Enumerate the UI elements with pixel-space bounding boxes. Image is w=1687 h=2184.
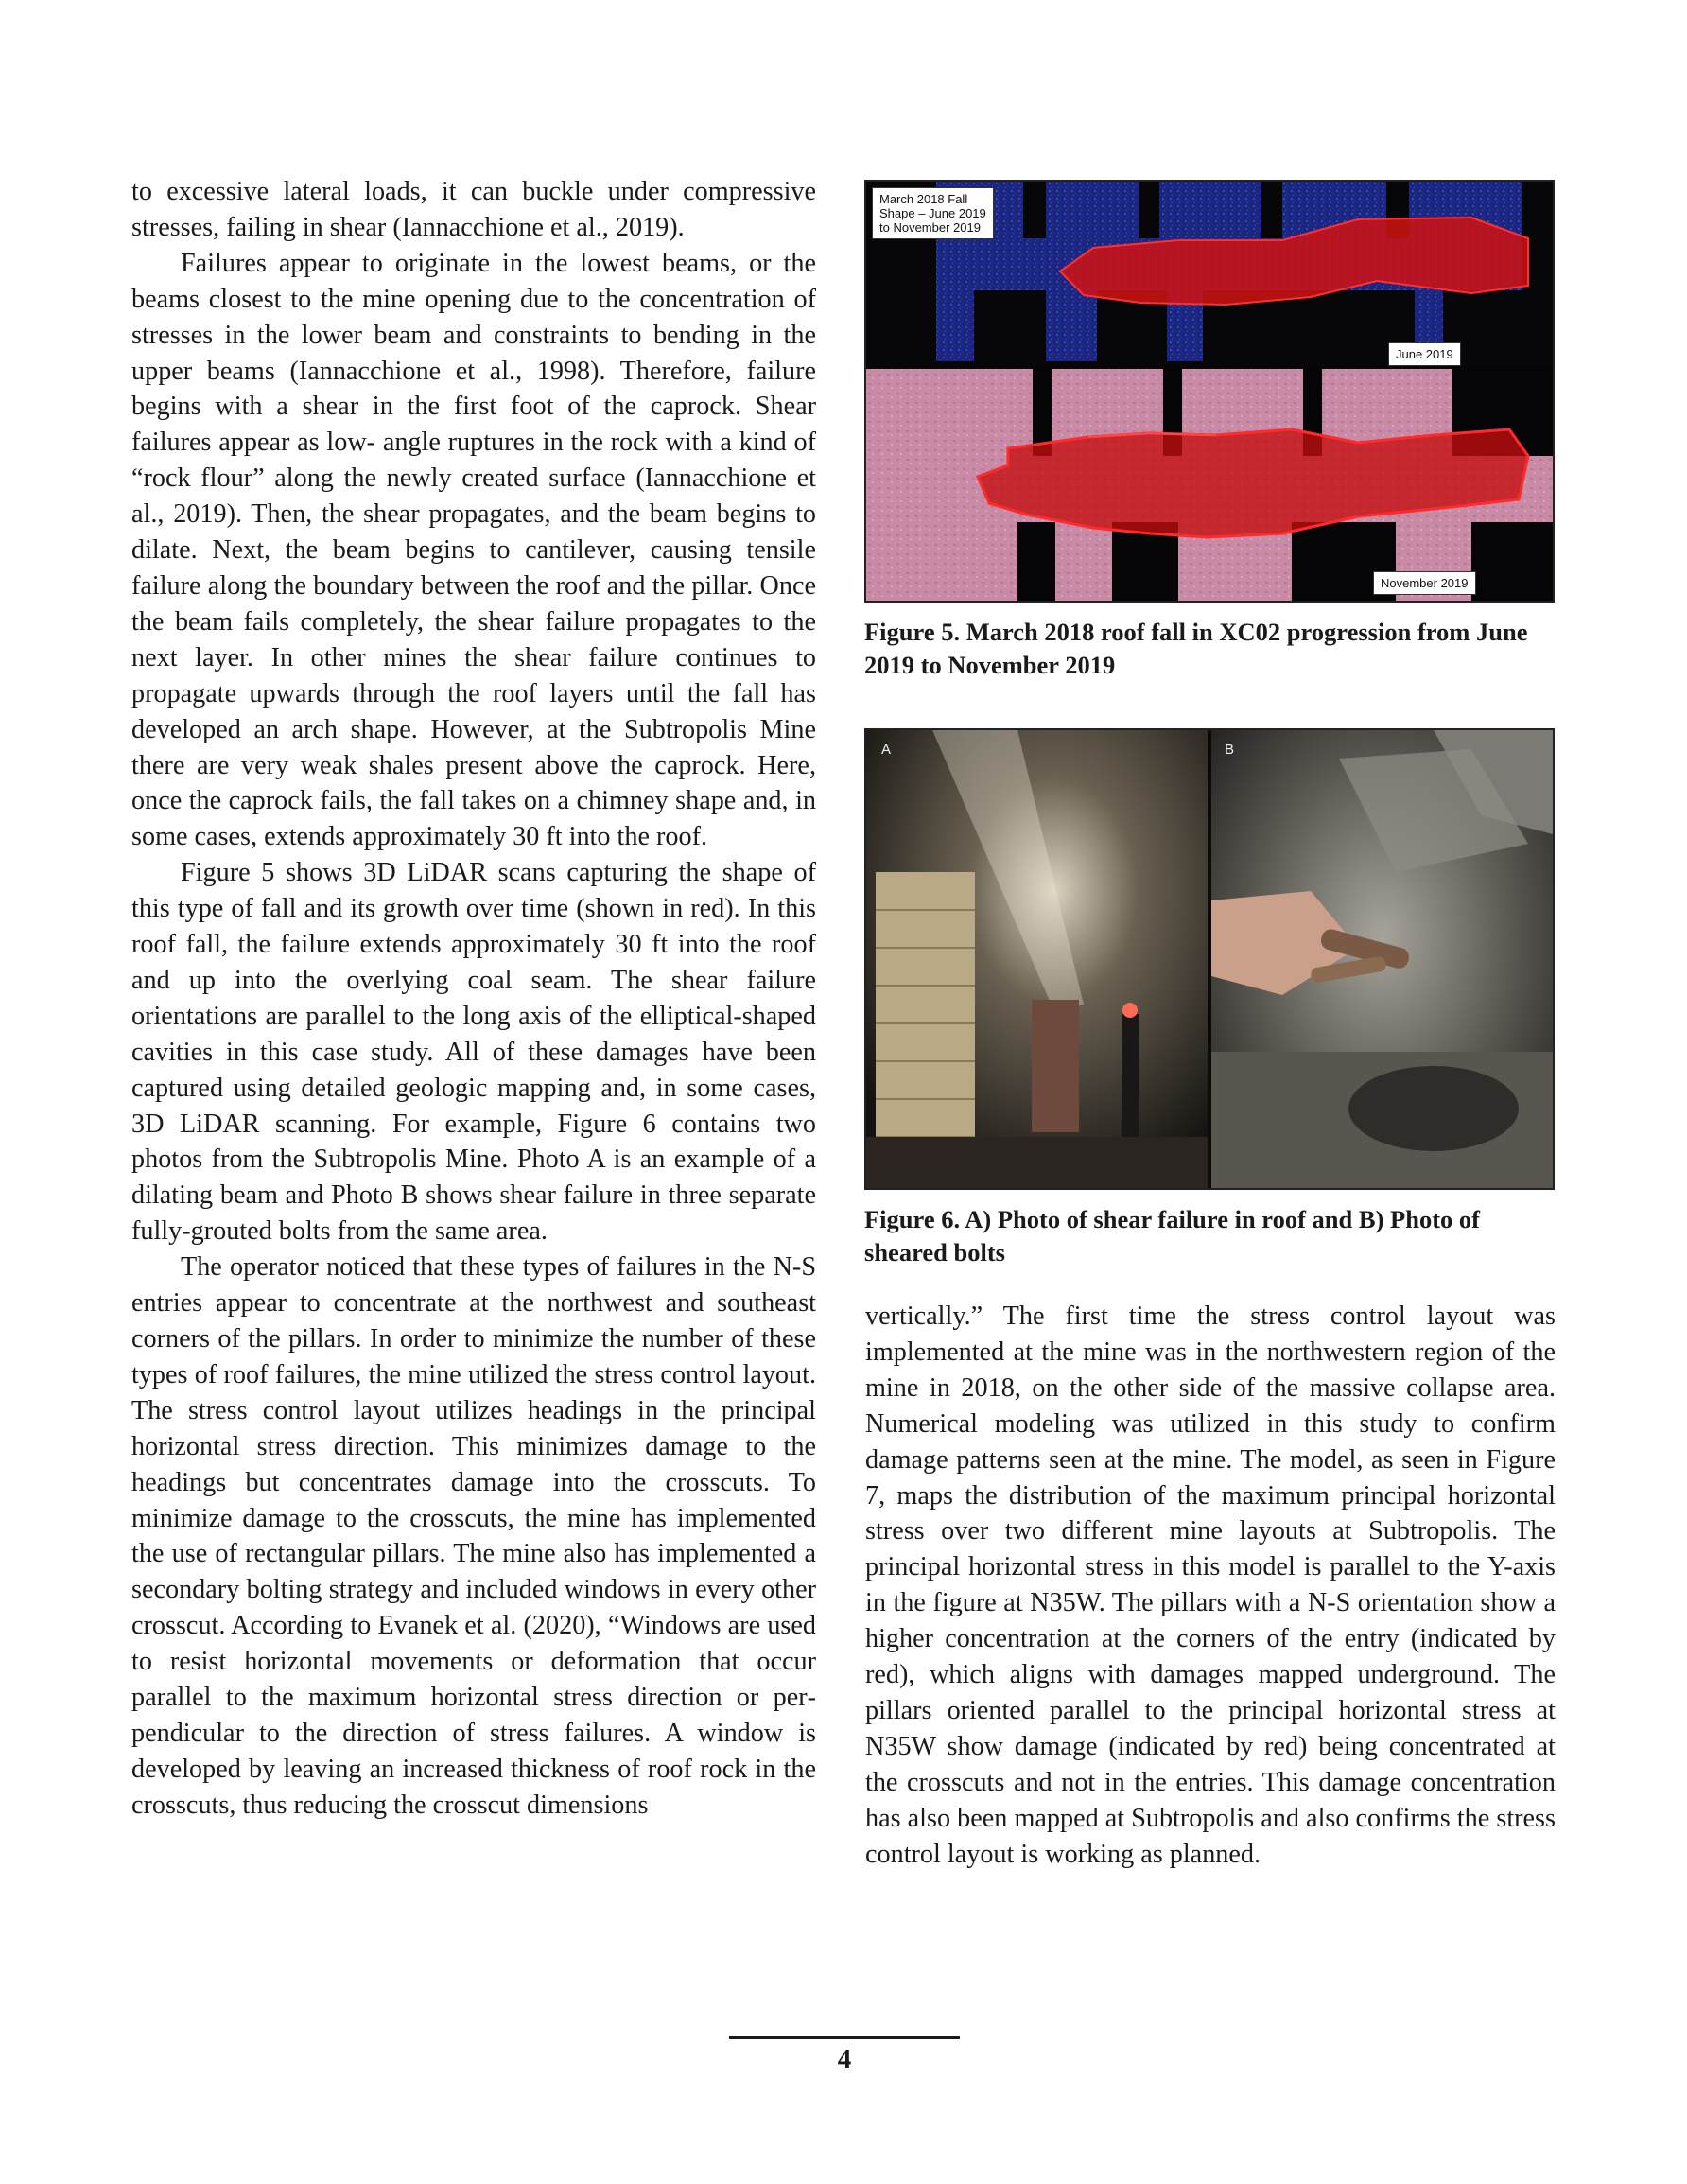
paragraph: Failures appear to originate in the lowest beams, or the beams closest to the mine opening due to the concentration of stresses in the lower beam and constraints to bending in the upper beams (Iannacchione et al., 1998). Therefore, failure begins with a shear in the first foot of the caprock. Shear failures appear as low- angle ruptures in the rock with a kind of “rock flour” along the newly created surface (Iannacchione et al., 2019). Then, the shear propagates, and the beam begins to dilate. Next, the beam begins to cantilever, causing tensile failure along the boundary between the roof and the pillar. Once the beam fails completely, the shear failure propagates to the next layer. In other mines the shear failure continues to propagate upwards through the roof layers until the fall has developed an arch shape. However, at the Subtropolis Mine there are very weak shales present above the caprock. Here, once the caprock fails, the fall takes on a chimney shape and, in some cases, extends approximately 30 ft into the roof.	[131, 248, 816, 852]
paragraph: to excessive lateral loads, it can buckle under compressive stresses, failing in shear (Iannacchione et al., 2019).	[131, 177, 816, 242]
figure-6-caption: Figure 6. A) Photo of shear failure in roof and B) Photo of sheared bolts	[864, 1205, 1480, 1267]
figure-5-label-june: June 2019	[1388, 342, 1461, 366]
left-text-column	[131, 174, 816, 1824]
lidar-scan-graphic	[866, 182, 1553, 601]
right-text-column	[865, 1299, 1556, 1873]
photo-b-label: B	[1225, 742, 1235, 758]
figure-5-caption: Figure 5. March 2018 roof fall in XC02 progression from June 2019 to November 2019	[864, 618, 1528, 679]
figure-6-image	[864, 728, 1555, 1190]
paragraph: The operator noticed that these types of failures in the N-S entries appear to concentrate at the northwest and southeast corners of the pillars. In order to minimize the number of these types of roof failures, the mine utilized the stress control layout. The stress control layout utilizes headings in the principal horizontal stress direction. This minimizes damage to the headings but concentrates damage into the crosscuts. To minimize damage to the crosscuts, the mine has implemented the use of rectangular pillars. The mine also has implemented a secondary bolting strategy and included windows in every other crosscut. According to Evanek et al. (2020), “Windows are used to resist horizontal movements or deformation that occur parallel to the maximum horizontal stress direction or perpendicular to the direction of stress failures. A window is developed by leaving an increased thickness of roof rock in the crosscuts, thus reducing the crosscut dimensions	[131, 1252, 816, 1820]
paragraph: Figure 5 shows 3D LiDAR scans capturing the shape of this type of fall and its growth over time (shown in red). In this roof fall, the failure extends approximately 30 ft into the roof and up into the overlying coal seam. The shear failure orientations are parallel to the long axis of the elliptical-shaped cavities in this case study. All of these damages have been captured using detailed geologic mapping and, in some cases, 3D LiDAR scanning. For example, Figure 6 contains two photos from the Subtropolis Mine. Photo A is an example of a dilating beam and Photo B shows shear failure in three separate fully-grouted bolts from the same area.	[131, 858, 816, 1247]
figure-5-image	[864, 180, 1555, 603]
paragraph: vertically.” The first time the stress control layout was implemented at the mine was in the northwestern region of the mine in 2018, on the other side of the massive collapse area. Numerical modeling was utilized in this study to confirm damage patterns seen at the mine. The model, as seen in Figure 7, maps the distribution of the maximum principal horizontal stress over two different mine layouts at Subtropolis. The principal horizontal stress in this model is parallel to the Y-axis in the figure at N35W. The pillars with a N-S orientation show a higher concentration at the corners of the entry (indicated by red), which aligns with damages mapped underground. The pillars oriented parallel to the principal horizontal stress at N35W show damage (indicated by red) being concentrated at the crosscuts and not in the entries. This damage concentration has also been mapped at Subtropolis and also confirms the stress control layout is working as planned.	[865, 1302, 1556, 1869]
photo-a-label: A	[881, 742, 892, 758]
figure-5-label-november: November 2019	[1373, 571, 1476, 595]
page-number: 4	[837, 2044, 852, 2074]
mine-photos-graphic	[866, 730, 1553, 1188]
footer-rule	[729, 2036, 960, 2039]
figure-5-legend-label: March 2018 Fall Shape – June 2019 to November 2019	[872, 187, 994, 239]
